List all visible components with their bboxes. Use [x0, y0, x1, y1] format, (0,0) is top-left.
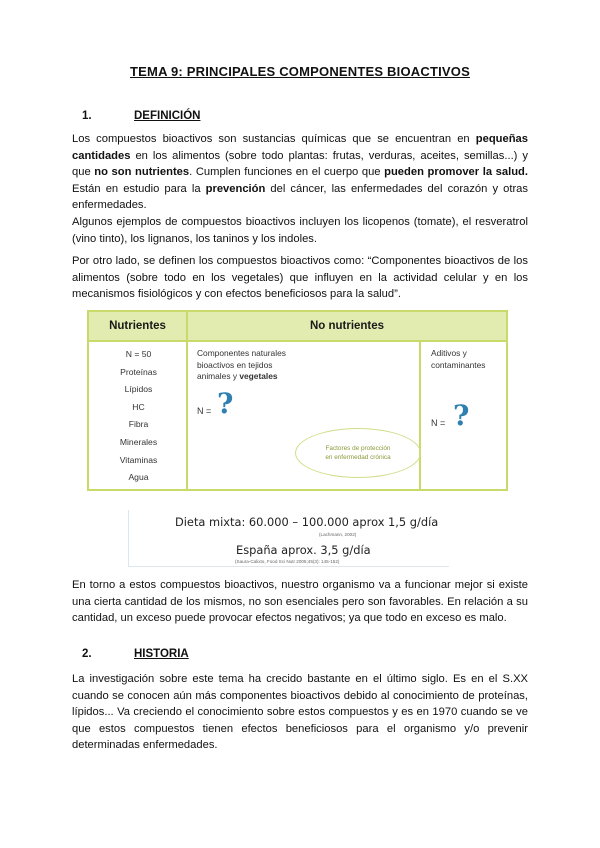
diet-citation: (Saura-Calixto, Food Sci Nutr 2005;45(3): 145-152): [235, 559, 340, 564]
diet-spain-line: España aprox. 3,5 g/día: [236, 543, 371, 557]
section-heading-historia: [82, 648, 189, 660]
question-mark-icon: ?: [217, 387, 234, 420]
list-item: Lípidos: [124, 384, 153, 395]
section-heading-definicion: [82, 110, 200, 122]
column-divider: [419, 340, 421, 489]
section-label: HISTORIA: [134, 648, 189, 660]
section-number: 1.: [82, 110, 92, 122]
n-equals-label: N =: [431, 418, 446, 428]
list-item: Agua: [128, 472, 149, 483]
list-item: Fibra: [128, 419, 149, 430]
table-header: [89, 312, 506, 342]
n-equals-label: N =: [197, 406, 212, 416]
paragraph-quantity: En torno a estos compuestos bioactivos, nuestro organismo va a funcionar mejor si existe una cierta cantidad de los mismos, no son esenciales pero son favorables. En relación a su cantidad, un exceso puede provocar efectos negativos; ya que todo en exceso es malo.: [72, 579, 528, 625]
list-item: HC: [132, 401, 145, 412]
list-item: Proteínas: [120, 366, 157, 377]
paragraph-examples: Algunos ejemplos de compuestos bioactivos incluyen los licopenos (tomate), el resveratrol (vino tinto), los lignanos, los taninos y los indoles.: [72, 216, 528, 245]
document-title: TEMA 9: PRINCIPALES COMPONENTES BIOACTIVOS: [130, 64, 470, 79]
nutrients-list: [89, 346, 188, 487]
protection-factors-oval: Factores de protección en enfermedad crónica: [295, 428, 421, 478]
paragraph-definition: Los compuestos bioactivos son sustancias químicas que se encuentran en pequeñas cantidades en los alimentos (sobre todo plantas: frutas, verduras, aceites, semillas...) y que no son nutrientes. Cumplen funciones en el cuerpo que pueden promover la salud. Están en estudio para la prevención del cáncer, las enfermedades del corazón y otras enfermedades.: [72, 133, 528, 212]
header-nutrientes: Nutrientes: [89, 312, 188, 340]
header-no-nutrientes: No nutrientes: [309, 320, 385, 332]
diet-mixed-line: Dieta mixta: 60.000 – 100.000 aprox 1,5 g/día: [175, 515, 439, 529]
section-number: 2.: [82, 648, 92, 660]
question-mark-icon: ?: [453, 399, 470, 432]
list-item: Vitaminas: [119, 454, 158, 465]
diet-intake-figure: [128, 510, 449, 567]
nutrients-table-figure: [87, 310, 508, 491]
list-item: Minerales: [119, 436, 158, 447]
list-item: N = 50: [125, 349, 152, 359]
paragraph-definition-quote: Por otro lado, se definen los compuestos bioactivos como: “Componentes bioactivos de los alimentos (sobre todo en los vegetales) que influyen en la actividad celular y en los mecanismos fisiológicos y con efectos beneficiosos para la salud”.: [72, 255, 528, 301]
diet-citation: (Lachmann, 2002): [319, 532, 357, 537]
natural-components-text: Componentes naturales bioactivos en tejidos animales y vegetales: [197, 348, 286, 382]
section-label: DEFINICIÓN: [134, 110, 201, 122]
additives-text: Aditivos y contaminantes: [431, 348, 486, 370]
paragraph-history: La investigación sobre este tema ha crecido bastante en el último siglo. Es en el S.XX cuando se conocen aún más componentes bioactivos debido al conocimiento de proteínas, lípidos... Va creciendo el conocimiento sobre estos compuestos y es en 1970 cuando se ve que estos compuestos tienen efectos beneficiosos para el organismo y/o prevenir determinadas enfermedades.: [72, 673, 528, 752]
